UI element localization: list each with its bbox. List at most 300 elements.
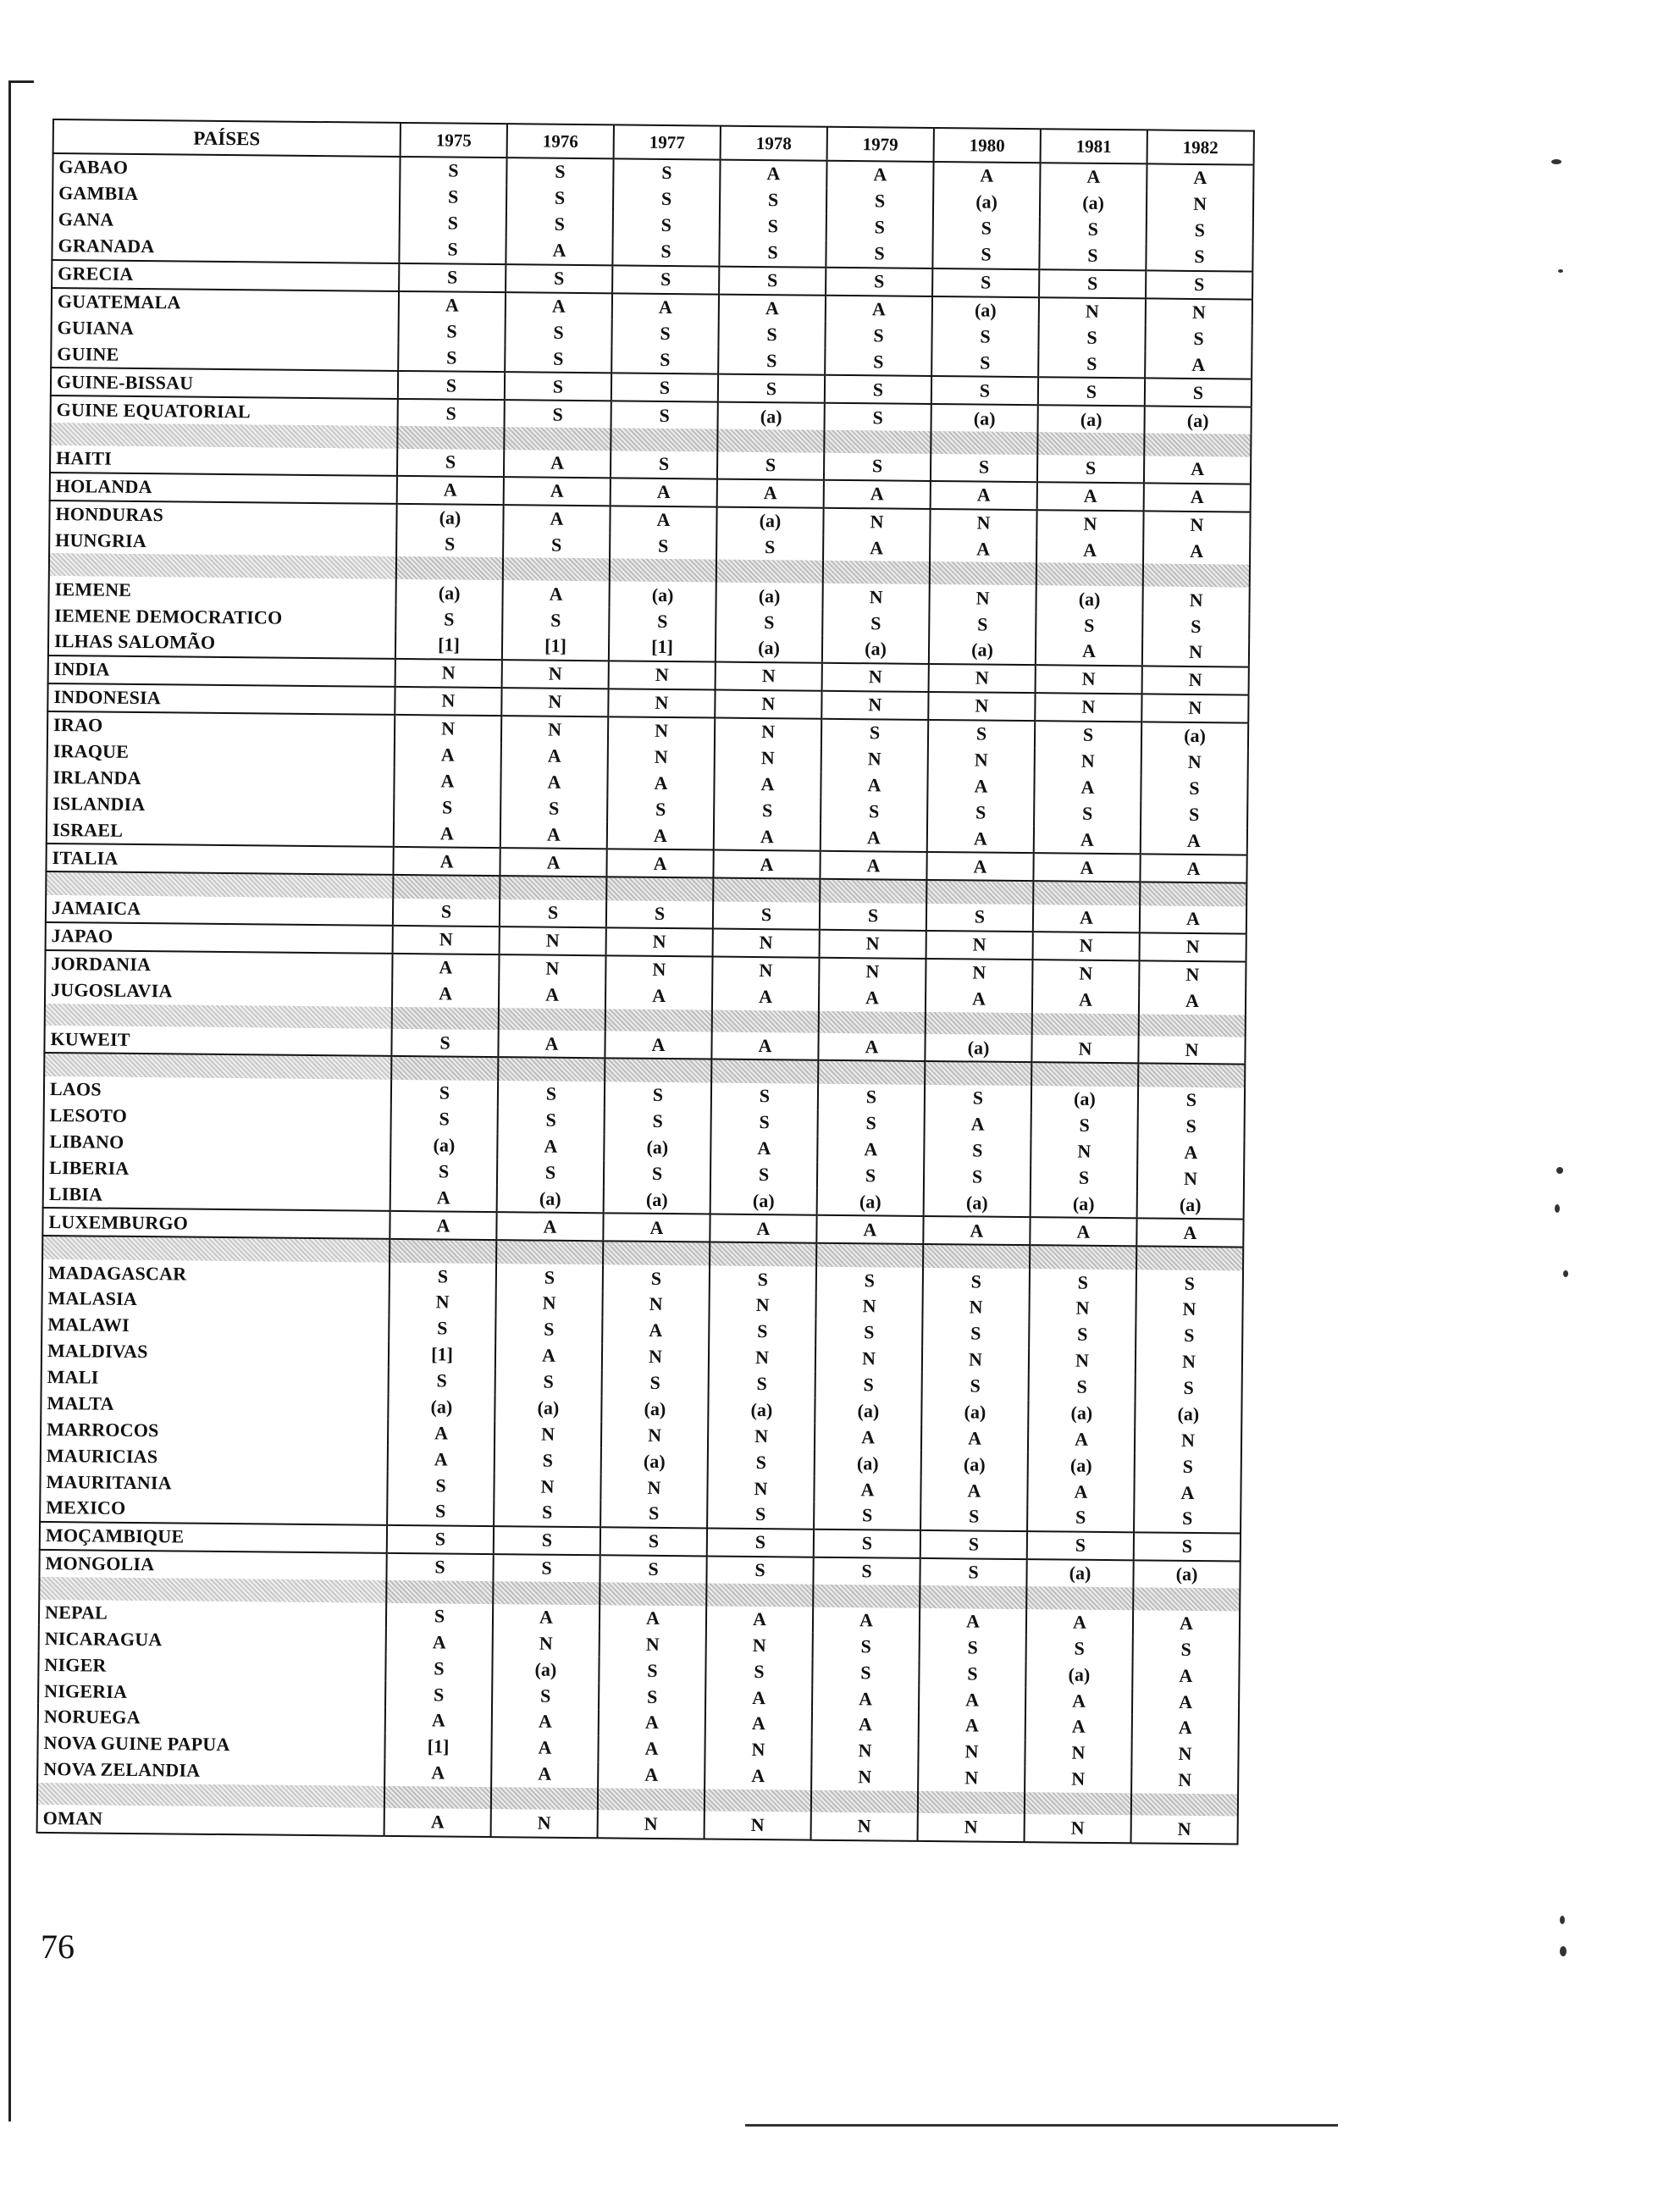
- vote-cell: S: [394, 794, 500, 821]
- vote-cell: S: [1037, 455, 1144, 483]
- vote-cell: S: [506, 264, 612, 293]
- separator-cell: [44, 1053, 391, 1080]
- vote-cell: (a): [1031, 1191, 1137, 1219]
- vote-cell: (a): [1026, 1559, 1133, 1587]
- vote-cell: N: [395, 659, 502, 688]
- vote-cell: [1]: [389, 1341, 495, 1369]
- vote-cell: (a): [822, 636, 929, 664]
- vote-cell: N: [606, 927, 713, 956]
- vote-cell: S: [505, 345, 611, 373]
- country-cell: HOLANDA: [50, 473, 397, 504]
- vote-cell: S: [1027, 1531, 1134, 1560]
- vote-cell: A: [1141, 827, 1247, 855]
- vote-cell: N: [1031, 1138, 1137, 1165]
- vote-cell: N: [605, 955, 712, 983]
- vote-cell: S: [706, 1556, 813, 1584]
- vote-cell: N: [395, 687, 501, 716]
- vote-cell: S: [931, 349, 1038, 377]
- separator-cell: [384, 1785, 491, 1809]
- separator-cell: [1133, 1587, 1240, 1611]
- vote-cell: N: [1039, 297, 1146, 325]
- separator-cell: [930, 561, 1036, 585]
- vote-cell: A: [1037, 482, 1144, 511]
- vote-cell: S: [395, 606, 502, 633]
- vote-cell: A: [598, 1762, 705, 1789]
- vote-cell: A: [600, 1605, 706, 1632]
- vote-cell: A: [1136, 1219, 1243, 1247]
- vote-cell: N: [922, 1347, 1029, 1374]
- scan-speck: [1558, 269, 1563, 273]
- vote-cell: N: [1146, 298, 1252, 326]
- vote-cell: (a): [1040, 190, 1147, 217]
- separator-cell: [1031, 1062, 1138, 1087]
- vote-cell: N: [1025, 1740, 1131, 1767]
- vote-cell: A: [605, 1032, 711, 1059]
- scan-speck: [1551, 159, 1561, 164]
- vote-cell: S: [813, 1633, 920, 1660]
- country-cell: MALAWI: [41, 1312, 389, 1341]
- separator-cell: [603, 1242, 710, 1266]
- vote-cell: A: [1028, 1426, 1135, 1453]
- vote-cell: (a): [932, 296, 1039, 324]
- vote-cell: S: [611, 451, 717, 478]
- separator-cell: [1144, 433, 1251, 456]
- separator-cell: [397, 426, 504, 450]
- country-cell: MALI: [41, 1364, 389, 1394]
- vote-cell: N: [820, 930, 926, 959]
- vote-cell: N: [715, 744, 821, 772]
- vote-cell: S: [920, 1634, 1026, 1661]
- vote-cell: N: [706, 1632, 813, 1659]
- vote-cell: A: [1033, 904, 1140, 932]
- vote-cell: A: [1143, 538, 1250, 565]
- vote-cell: A: [714, 823, 821, 851]
- vote-cell: S: [929, 611, 1036, 638]
- vote-cell: A: [393, 847, 500, 876]
- vote-cell: A: [812, 1712, 919, 1739]
- vote-cell: S: [709, 1318, 815, 1345]
- vote-cell: S: [387, 1472, 494, 1499]
- vote-cell: S: [495, 1447, 601, 1474]
- separator-cell: [713, 878, 820, 903]
- vote-cell: S: [399, 263, 506, 292]
- separator-cell: [491, 1787, 598, 1811]
- vote-cell: N: [707, 1475, 814, 1502]
- vote-cell: (a): [708, 1397, 815, 1424]
- vote-cell: S: [1145, 325, 1252, 352]
- vote-cell: A: [598, 1735, 705, 1762]
- vote-cell: (a): [921, 1398, 1028, 1425]
- vote-cell: A: [812, 1685, 919, 1712]
- vote-cell: S: [505, 400, 611, 428]
- vote-cell: A: [610, 506, 716, 534]
- vote-cell: S: [600, 1555, 706, 1583]
- vote-cell: A: [1134, 1479, 1241, 1506]
- vote-cell: S: [399, 236, 506, 264]
- vote-cell: S: [814, 1530, 920, 1558]
- header-paises: PAÍSES: [53, 119, 401, 157]
- vote-cell: (a): [388, 1393, 495, 1420]
- vote-cell: S: [1136, 1270, 1243, 1297]
- vote-cell: A: [499, 982, 605, 1009]
- vote-cell: N: [1036, 665, 1142, 694]
- vote-cell: S: [599, 1657, 705, 1684]
- vote-cell: (a): [1137, 1192, 1244, 1220]
- vote-cell: N: [928, 692, 1035, 721]
- separator-cell: [811, 1789, 918, 1813]
- country-cell: IRAO: [47, 711, 395, 742]
- country-cell: GUATEMALA: [52, 288, 399, 318]
- vote-cell: N: [1032, 960, 1139, 987]
- country-cell: GAMBIA: [52, 180, 400, 210]
- vote-cell: N: [1033, 932, 1140, 960]
- separator-cell: [49, 553, 396, 579]
- vote-cell: S: [495, 1369, 602, 1396]
- vote-cell: S: [1029, 1374, 1136, 1401]
- separator-cell: [390, 1239, 496, 1264]
- vote-cell: S: [826, 240, 932, 268]
- vote-cell: N: [1035, 748, 1141, 775]
- vote-cell: A: [495, 1342, 602, 1369]
- vote-cell: (a): [718, 402, 825, 430]
- vote-cell: S: [389, 1315, 495, 1342]
- vote-cell: S: [931, 376, 1038, 405]
- vote-cell: A: [493, 1604, 600, 1631]
- separator-cell: [819, 1010, 926, 1034]
- vote-cell: N: [1131, 1816, 1238, 1845]
- vote-cell: S: [400, 210, 506, 237]
- separator-cell: [820, 879, 926, 904]
- vote-cell: N: [608, 716, 715, 744]
- country-cell: HAITI: [50, 445, 397, 476]
- vote-cell: S: [500, 794, 607, 821]
- vote-cell: S: [496, 1264, 603, 1291]
- vote-cell: N: [815, 1345, 922, 1372]
- vote-cell: S: [1136, 1375, 1242, 1402]
- vote-cell: S: [1137, 1113, 1244, 1140]
- separator-cell: [1037, 432, 1144, 456]
- vote-cell: S: [710, 1161, 817, 1188]
- vote-cell: A: [717, 478, 824, 507]
- vote-cell: N: [499, 954, 605, 982]
- vote-cell: N: [600, 1474, 707, 1501]
- vote-cell: S: [498, 1081, 605, 1108]
- vote-cell: [1]: [609, 633, 716, 661]
- header-year: 1975: [401, 123, 507, 158]
- vote-cell: S: [1026, 1635, 1133, 1662]
- vote-cell: A: [599, 1709, 705, 1736]
- vote-cell: A: [394, 767, 500, 794]
- vote-cell: N: [1035, 693, 1141, 722]
- vote-cell: A: [813, 1607, 920, 1634]
- vote-cell: N: [1131, 1740, 1238, 1767]
- vote-cell: S: [612, 238, 719, 266]
- country-cell: NEPAL: [39, 1599, 386, 1629]
- vote-cell: (a): [604, 1134, 710, 1161]
- vote-cell: S: [931, 454, 1037, 482]
- vote-cell: S: [825, 403, 931, 431]
- vote-cell: A: [498, 1030, 605, 1058]
- country-cell: MOÇAMBIQUE: [40, 1522, 387, 1553]
- separator-cell: [493, 1581, 600, 1605]
- separator-cell: [393, 875, 500, 899]
- vote-cell: N: [929, 664, 1036, 693]
- vote-cell: (a): [1025, 1661, 1132, 1688]
- separator-cell: [386, 1580, 493, 1604]
- vote-cell: S: [716, 609, 822, 636]
- country-cell: NICARAGUA: [39, 1625, 386, 1655]
- vote-cell: A: [1144, 483, 1251, 512]
- separator-cell: [824, 430, 931, 454]
- separator-cell: [598, 1788, 705, 1812]
- vote-cell: S: [604, 1160, 710, 1187]
- vote-cell: A: [816, 1215, 923, 1244]
- country-cell: HONDURAS: [49, 501, 396, 531]
- voting-table-container: [36, 119, 1255, 1845]
- vote-cell: (a): [815, 1450, 921, 1477]
- vote-cell: A: [394, 820, 500, 848]
- vote-cell: A: [1147, 163, 1253, 191]
- table-body: [37, 153, 1254, 1845]
- vote-cell: S: [711, 1083, 818, 1110]
- vote-cell: A: [925, 1111, 1031, 1138]
- vote-cell: A: [399, 290, 506, 318]
- vote-cell: N: [602, 1291, 709, 1318]
- scan-speck: [1563, 1270, 1568, 1277]
- vote-cell: S: [391, 1080, 498, 1107]
- vote-cell: A: [491, 1761, 598, 1788]
- vote-cell: S: [386, 1553, 493, 1581]
- vote-cell: S: [818, 1084, 925, 1111]
- vote-cell: S: [1146, 270, 1252, 299]
- vote-cell: S: [387, 1498, 494, 1526]
- separator-cell: [500, 876, 606, 900]
- vote-cell: (a): [1141, 722, 1248, 750]
- vote-cell: A: [384, 1760, 491, 1787]
- country-cell: IRLANDA: [47, 764, 394, 794]
- vote-cell: S: [815, 1371, 922, 1398]
- country-cell: KUWEIT: [44, 1026, 391, 1056]
- vote-cell: S: [603, 1264, 710, 1292]
- vote-cell: N: [1142, 587, 1249, 614]
- vote-cell: N: [1029, 1295, 1136, 1322]
- vote-cell: S: [386, 1602, 493, 1629]
- vote-cell: S: [502, 606, 609, 633]
- country-cell: GUINE EQUATORIAL: [51, 396, 398, 426]
- vote-cell: S: [612, 265, 719, 294]
- vote-cell: (a): [817, 1188, 924, 1216]
- country-cell: ISLANDIA: [47, 790, 394, 820]
- country-cell: LIBIA: [43, 1181, 390, 1211]
- separator-cell: [600, 1582, 706, 1606]
- vote-cell: S: [814, 1502, 920, 1530]
- separator-cell: [705, 1789, 811, 1812]
- vote-cell: S: [826, 267, 932, 296]
- vote-cell: (a): [390, 1132, 497, 1159]
- vote-cell: A: [719, 294, 826, 322]
- vote-cell: N: [491, 1809, 598, 1838]
- vote-cell: N: [1135, 1427, 1241, 1454]
- separator-cell: [918, 1791, 1025, 1815]
- separator-cell: [1143, 564, 1250, 588]
- vote-cell: A: [388, 1419, 495, 1447]
- vote-cell: (a): [492, 1656, 599, 1683]
- vote-cell: A: [502, 580, 609, 607]
- vote-cell: N: [601, 1422, 708, 1449]
- vote-cell: A: [384, 1808, 491, 1837]
- vote-cell: S: [923, 1268, 1030, 1295]
- vote-cell: N: [713, 928, 820, 957]
- separator-cell: [391, 1056, 498, 1081]
- vote-cell: A: [814, 1476, 920, 1503]
- separator-cell: [1136, 1247, 1243, 1271]
- country-cell: MALTA: [41, 1390, 388, 1419]
- header-year: 1979: [827, 127, 934, 162]
- country-cell: GUINE-BISSAU: [51, 368, 398, 399]
- vote-cell: S: [506, 158, 613, 185]
- vote-cell: S: [820, 903, 926, 931]
- vote-cell: N: [1141, 694, 1248, 722]
- vote-cell: N: [502, 660, 609, 689]
- vote-cell: S: [390, 1158, 497, 1185]
- country-cell: MAURICIAS: [41, 1442, 388, 1472]
- vote-cell: A: [820, 851, 926, 880]
- vote-cell: N: [1137, 1165, 1244, 1192]
- separator-cell: [37, 1783, 384, 1809]
- vote-cell: (a): [933, 189, 1040, 216]
- vote-cell: (a): [1031, 1086, 1138, 1113]
- vote-cell: A: [504, 450, 611, 478]
- country-cell: LIBANO: [43, 1129, 390, 1159]
- vote-cell: A: [506, 292, 612, 320]
- vote-cell: S: [822, 610, 929, 637]
- vote-cell: (a): [921, 1451, 1028, 1478]
- vote-cell: S: [400, 184, 506, 211]
- vote-cell: (a): [1028, 1400, 1135, 1427]
- vote-cell: S: [611, 346, 718, 374]
- separator-cell: [816, 1243, 923, 1268]
- vote-cell: N: [395, 715, 501, 743]
- country-cell: ILHAS SALOMÃO: [48, 628, 395, 659]
- vote-cell: N: [1142, 639, 1249, 667]
- vote-cell: N: [389, 1289, 495, 1316]
- vote-cell: A: [390, 1211, 496, 1240]
- vote-cell: S: [600, 1527, 707, 1556]
- vote-cell: S: [926, 904, 1033, 932]
- vote-cell: A: [706, 1606, 813, 1633]
- country-cell: JUGOSLAVIA: [45, 977, 392, 1007]
- vote-cell: S: [498, 1107, 605, 1134]
- separator-cell: [496, 1240, 603, 1264]
- vote-cell: S: [605, 1108, 711, 1135]
- vote-cell: [1]: [502, 633, 609, 661]
- scan-speck: [1560, 1916, 1565, 1924]
- country-cell: ITALIA: [46, 844, 393, 875]
- vote-cell: S: [1040, 216, 1147, 243]
- vote-cell: S: [826, 188, 933, 215]
- vote-cell: (a): [495, 1395, 601, 1422]
- vote-cell: (a): [395, 579, 502, 606]
- vote-cell: S: [932, 241, 1039, 269]
- vote-cell: S: [1147, 217, 1253, 244]
- vote-cell: N: [918, 1765, 1025, 1792]
- vote-cell: A: [714, 771, 821, 798]
- vote-cell: S: [1034, 800, 1141, 827]
- vote-cell: S: [398, 344, 505, 372]
- vote-cell: S: [1138, 1087, 1245, 1114]
- scan-speck: [1556, 1167, 1563, 1174]
- vote-cell: A: [710, 1214, 816, 1243]
- country-cell: OMAN: [37, 1805, 384, 1836]
- country-cell: GABAO: [52, 153, 400, 184]
- vote-cell: S: [1136, 1322, 1242, 1349]
- vote-cell: S: [718, 347, 825, 375]
- vote-cell: S: [613, 158, 720, 186]
- vote-cell: N: [1138, 1037, 1245, 1065]
- vote-cell: A: [1025, 1687, 1132, 1714]
- vote-cell: A: [720, 160, 826, 188]
- vote-cell: S: [813, 1557, 920, 1585]
- vote-cell: A: [1132, 1688, 1239, 1715]
- vote-cell: (a): [1144, 407, 1251, 434]
- vote-cell: (a): [396, 504, 503, 532]
- country-cell: HUNGRIA: [49, 528, 396, 557]
- separator-cell: [503, 558, 610, 582]
- vote-cell: S: [718, 374, 825, 403]
- bottom-rule: [745, 2124, 1338, 2127]
- header-year: 1978: [721, 126, 827, 161]
- vote-cell: A: [607, 770, 714, 797]
- country-cell: LESOTO: [44, 1103, 391, 1132]
- header-year: 1977: [614, 124, 721, 159]
- vote-cell: S: [613, 212, 720, 239]
- vote-cell: A: [397, 476, 504, 505]
- vote-cell: A: [611, 478, 717, 506]
- vote-cell: A: [603, 1214, 710, 1242]
- vote-cell: A: [821, 772, 927, 799]
- vote-cell: N: [922, 1294, 1029, 1321]
- vote-cell: A: [1132, 1714, 1239, 1741]
- vote-cell: N: [602, 1343, 709, 1370]
- vote-cell: S: [821, 718, 928, 746]
- vote-cell: S: [719, 239, 826, 267]
- scan-speck: [1555, 1204, 1560, 1213]
- separator-cell: [606, 877, 713, 901]
- vote-cell: S: [398, 318, 505, 345]
- vote-cell: A: [503, 505, 610, 533]
- vote-cell: (a): [925, 1034, 1031, 1062]
- vote-cell: A: [815, 1424, 921, 1451]
- vote-cell: A: [606, 849, 713, 877]
- vote-cell: (a): [716, 583, 822, 610]
- vote-cell: S: [600, 1500, 707, 1528]
- vote-cell: A: [1032, 987, 1139, 1014]
- vote-cell: S: [812, 1659, 919, 1686]
- vote-cell: N: [495, 1420, 601, 1447]
- vote-cell: A: [931, 481, 1037, 510]
- vote-cell: A: [920, 1607, 1026, 1635]
- vote-cell: (a): [1133, 1560, 1240, 1588]
- vote-cell: N: [1025, 1766, 1131, 1793]
- vote-cell: N: [1029, 1347, 1136, 1375]
- separator-cell: [1139, 1014, 1246, 1037]
- vote-cell: A: [385, 1707, 492, 1734]
- vote-cell: A: [705, 1684, 812, 1712]
- vote-cell: S: [927, 799, 1034, 826]
- vote-cell: S: [707, 1501, 814, 1529]
- vote-cell: S: [391, 1029, 498, 1057]
- vote-cell: S: [1141, 801, 1247, 828]
